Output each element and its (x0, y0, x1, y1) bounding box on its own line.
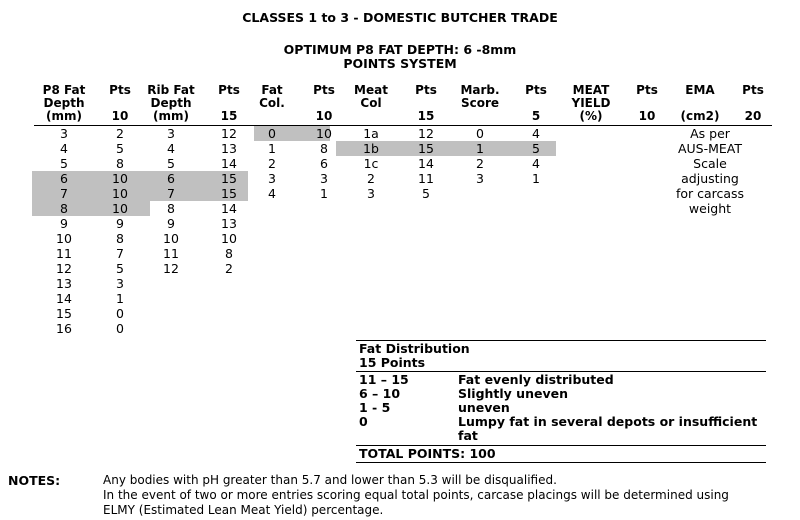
ribpts-cell: 8 (225, 246, 233, 261)
rib-cell: 6 (167, 171, 175, 186)
fatcol-cell: 1 (268, 141, 276, 156)
col-header-p8pts: Pts 10 (109, 83, 131, 123)
fat-dist-bottom-rule (356, 462, 766, 463)
p8pts-cell: 8 (116, 156, 124, 171)
col-header-ribpts: Pts 15 (218, 83, 240, 123)
ema-note-line: As per (690, 126, 730, 141)
rib-cell: 11 (163, 246, 179, 261)
marb-cell: 0 (476, 126, 484, 141)
col-header-rib: Rib Fat Depth (mm) (147, 83, 195, 123)
p8pts-cell: 1 (116, 291, 124, 306)
total-points: TOTAL POINTS: 100 (359, 446, 496, 461)
fat-dist-description: Fat evenly distributed (458, 372, 614, 387)
col-header-emapts: Pts 20 (742, 83, 764, 123)
rib-cell: 4 (167, 141, 175, 156)
marb-cell: 1 (476, 141, 484, 156)
fat-dist-range: 1 - 5 (359, 400, 391, 415)
p8pts-cell: 2 (116, 126, 124, 141)
meatcol-cell: 1c (363, 156, 379, 171)
p8-cell: 5 (60, 156, 68, 171)
ema-note-line: for carcass (675, 186, 745, 201)
p8pts-cell: 8 (116, 231, 124, 246)
fat-dist-range: 11 – 15 (359, 372, 409, 387)
meatcolpts-cell: 5 (422, 186, 430, 201)
p8pts-cell: 10 (112, 186, 128, 201)
marbpts-cell: 4 (532, 126, 540, 141)
p8-cell: 7 (60, 186, 68, 201)
ribpts-cell: 15 (221, 186, 237, 201)
meatcolpts-cell: 14 (418, 156, 434, 171)
notes-line-1: Any bodies with pH greater than 5.7 and lower than 5.3 will be disqualified. (103, 473, 557, 487)
page-title: CLASSES 1 to 3 - DOMESTIC BUTCHER TRADE (242, 10, 558, 25)
rib-cell: 5 (167, 156, 175, 171)
p8-cell: 14 (56, 291, 72, 306)
p8-cell: 12 (56, 261, 72, 276)
col-header-fatcol: Fat Col. (259, 83, 285, 110)
col-header-ema: EMA (cm2) (680, 83, 720, 123)
fat-dist-heading: Fat Distribution (359, 341, 470, 356)
meatcol-cell: 3 (367, 186, 375, 201)
meatcolpts-cell: 12 (418, 126, 434, 141)
p8-cell: 15 (56, 306, 72, 321)
ribpts-cell: 13 (221, 141, 237, 156)
p8pts-cell: 5 (116, 261, 124, 276)
fatcolpts-cell: 10 (316, 126, 332, 141)
p8-cell: 3 (60, 126, 68, 141)
marb-cell: 3 (476, 171, 484, 186)
col-header-yieldpts: Pts 10 (636, 83, 658, 123)
fatcol-cell: 0 (268, 126, 276, 141)
p8-cell: 16 (56, 321, 72, 336)
p8pts-cell: 10 (112, 201, 128, 216)
fatcolpts-cell: 1 (320, 186, 328, 201)
ribpts-cell: 12 (221, 126, 237, 141)
fat-dist-description: uneven (458, 400, 510, 415)
rib-cell: 12 (163, 261, 179, 276)
meatcol-cell: 1b (363, 141, 379, 156)
marbpts-cell: 5 (532, 141, 540, 156)
meatcol-cell: 1a (363, 126, 379, 141)
rib-cell: 10 (163, 231, 179, 246)
rib-cell: 3 (167, 126, 175, 141)
fat-dist-range: 6 – 10 (359, 386, 401, 401)
col-header-meatcolpts: Pts 15 (415, 83, 437, 123)
p8-cell: 13 (56, 276, 72, 291)
fatcolpts-cell: 6 (320, 156, 328, 171)
p8pts-cell: 7 (116, 246, 124, 261)
col-header-p8: P8 Fat Depth (mm) (42, 83, 86, 123)
ribpts-cell: 2 (225, 261, 233, 276)
ema-note-line: Scale (693, 156, 727, 171)
meatcolpts-cell: 11 (418, 171, 434, 186)
col-header-fatcolpts: Pts 10 (313, 83, 335, 123)
p8pts-cell: 0 (116, 306, 124, 321)
meatcolpts-cell: 15 (418, 141, 434, 156)
ribpts-cell: 14 (221, 156, 237, 171)
rib-cell: 8 (167, 201, 175, 216)
p8-cell: 6 (60, 171, 68, 186)
page-subtitle-2: POINTS SYSTEM (343, 56, 457, 71)
p8-cell: 8 (60, 201, 68, 216)
p8-cell: 9 (60, 216, 68, 231)
ema-note-line: adjusting (681, 171, 739, 186)
p8pts-cell: 10 (112, 171, 128, 186)
fatcolpts-cell: 8 (320, 141, 328, 156)
notes-line-3: ELMY (Estimated Lean Meat Yield) percentage. (103, 503, 384, 517)
marbpts-cell: 4 (532, 156, 540, 171)
p8-cell: 11 (56, 246, 72, 261)
fat-dist-description: Lumpy fat in several depots or insufficient fat (458, 414, 758, 443)
fatcol-cell: 4 (268, 186, 276, 201)
col-header-marb: Marb. Score (460, 83, 500, 110)
fat-dist-description: Slightly uneven (458, 386, 568, 401)
p8-cell: 10 (56, 231, 72, 246)
p8pts-cell: 3 (116, 276, 124, 291)
col-header-meatcol: Meat Col (354, 83, 388, 110)
fatcol-cell: 3 (268, 171, 276, 186)
ribpts-cell: 10 (221, 231, 237, 246)
fat-dist-range: 0 (359, 414, 368, 429)
rib-cell: 9 (167, 216, 175, 231)
ema-note-line: AUS-MEAT (677, 141, 743, 156)
col-header-marbpts: Pts 5 (525, 83, 547, 123)
p8pts-cell: 0 (116, 321, 124, 336)
fat-dist-subheading: 15 Points (359, 355, 426, 370)
ribpts-cell: 15 (221, 171, 237, 186)
notes-line-2: In the event of two or more entries scoring equal total points, carcase placings will be determined using (103, 488, 729, 502)
meatcol-cell: 2 (367, 171, 375, 186)
fatcol-cell: 2 (268, 156, 276, 171)
rib-cell: 7 (167, 186, 175, 201)
p8pts-cell: 5 (116, 141, 124, 156)
page-subtitle: OPTIMUM P8 FAT DEPTH: 6 -8mm (283, 42, 517, 57)
ribpts-cell: 14 (221, 201, 237, 216)
col-header-yield: MEAT YIELD (%) (571, 83, 611, 123)
marbpts-cell: 1 (532, 171, 540, 186)
fatcolpts-cell: 3 (320, 171, 328, 186)
notes-label: NOTES: (8, 473, 61, 488)
ema-note-line: weight (688, 201, 732, 216)
p8pts-cell: 9 (116, 216, 124, 231)
p8-cell: 4 (60, 141, 68, 156)
marb-cell: 2 (476, 156, 484, 171)
ribpts-cell: 13 (221, 216, 237, 231)
